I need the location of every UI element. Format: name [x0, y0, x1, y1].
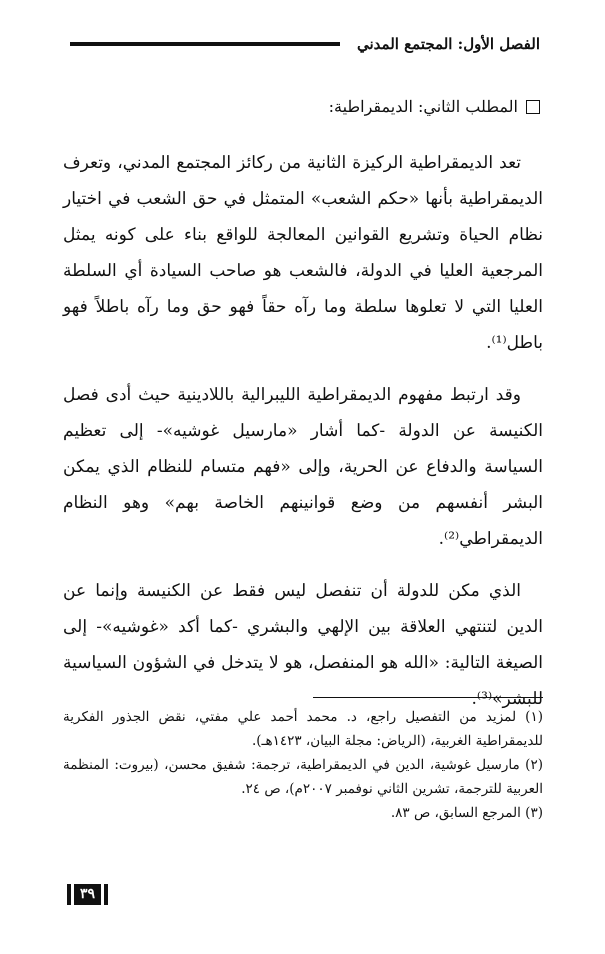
footnote: (٢) مارسيل غوشية، الدين في الديمقراطية، ترجمة: شفيق محسن، (بيروت: المنظمة العربية للترجمة، تشرين الثاني نوفمبر ٢٠٠٧م)، ص ٢٤.: [63, 757, 543, 797]
page-number: [67, 884, 108, 905]
body-text: [63, 145, 543, 733]
paragraph: تعد الديمقراطية الركيزة الثانية من ركائز المجتمع المدني، وتعرف الديمقراطية بأنها «حكم الشعب» المتمثل في حق الشعب في اختيار نظام الحياة وتشريع القوانين المعالجة للواقع بناء على كونه يمثل المرجعية العليا في الدولة، فالشعب هو صاحب السيادة أي السلطة العليا التي لا تعلوها سلطة وما رآه حقاً فهو حق وما رآه باطلاً فهو باطل⁽¹⁾.: [63, 153, 543, 353]
chapter-title: الفصل الأول: المجتمع المدني: [349, 34, 540, 54]
footnote: (١) لمزيد من التفصيل راجع، د. محمد أحمد علي مفتي، نقض الجذور الفكرية للديمقراطية الغربية، (الرياض: مجلة البيان، ١٤٢٣هـ).: [63, 709, 543, 749]
footnote: (٣) المرجع السابق، ص ٨٣.: [390, 805, 543, 821]
page-number-label: ٣٩: [74, 884, 101, 905]
footnotes: [63, 705, 543, 825]
footnote-separator: [313, 697, 543, 698]
page-number-bar: [67, 884, 71, 905]
section-heading-text: المطلب الثاني: الديمقراطية:: [328, 97, 518, 116]
page-number-bar: [104, 884, 108, 905]
header-rule: [70, 42, 340, 46]
paragraph: وقد ارتبط مفهوم الديمقراطية الليبرالية باللادينية حيث أدى فصل الكنيسة عن الدولة -كما أشار «مارسيل غوشيه»- إلى تعظيم السياسة والدفاع عن الحرية، وإلى «فهم متسام للنظام الذي يمكن البشر أنفسهم من وضع قوانينهم الخاصة بهم» وهو النظام الديمقراطي⁽²⁾.: [63, 385, 543, 549]
square-bullet-icon: [526, 100, 540, 114]
running-header: [70, 34, 540, 54]
paragraph: الذي مكن للدولة أن تنفصل ليس فقط عن الكنيسة وإنما عن الدين لتنتهي العلاقة بين الإلهي والبشري -كما أكد «غوشيه»- إلى الصيغة التالية: «الله هو المنفصل، هو لا يتدخل في الشؤون السياسية للبشر»⁽³⁾.: [63, 581, 543, 709]
section-heading: [329, 97, 540, 116]
